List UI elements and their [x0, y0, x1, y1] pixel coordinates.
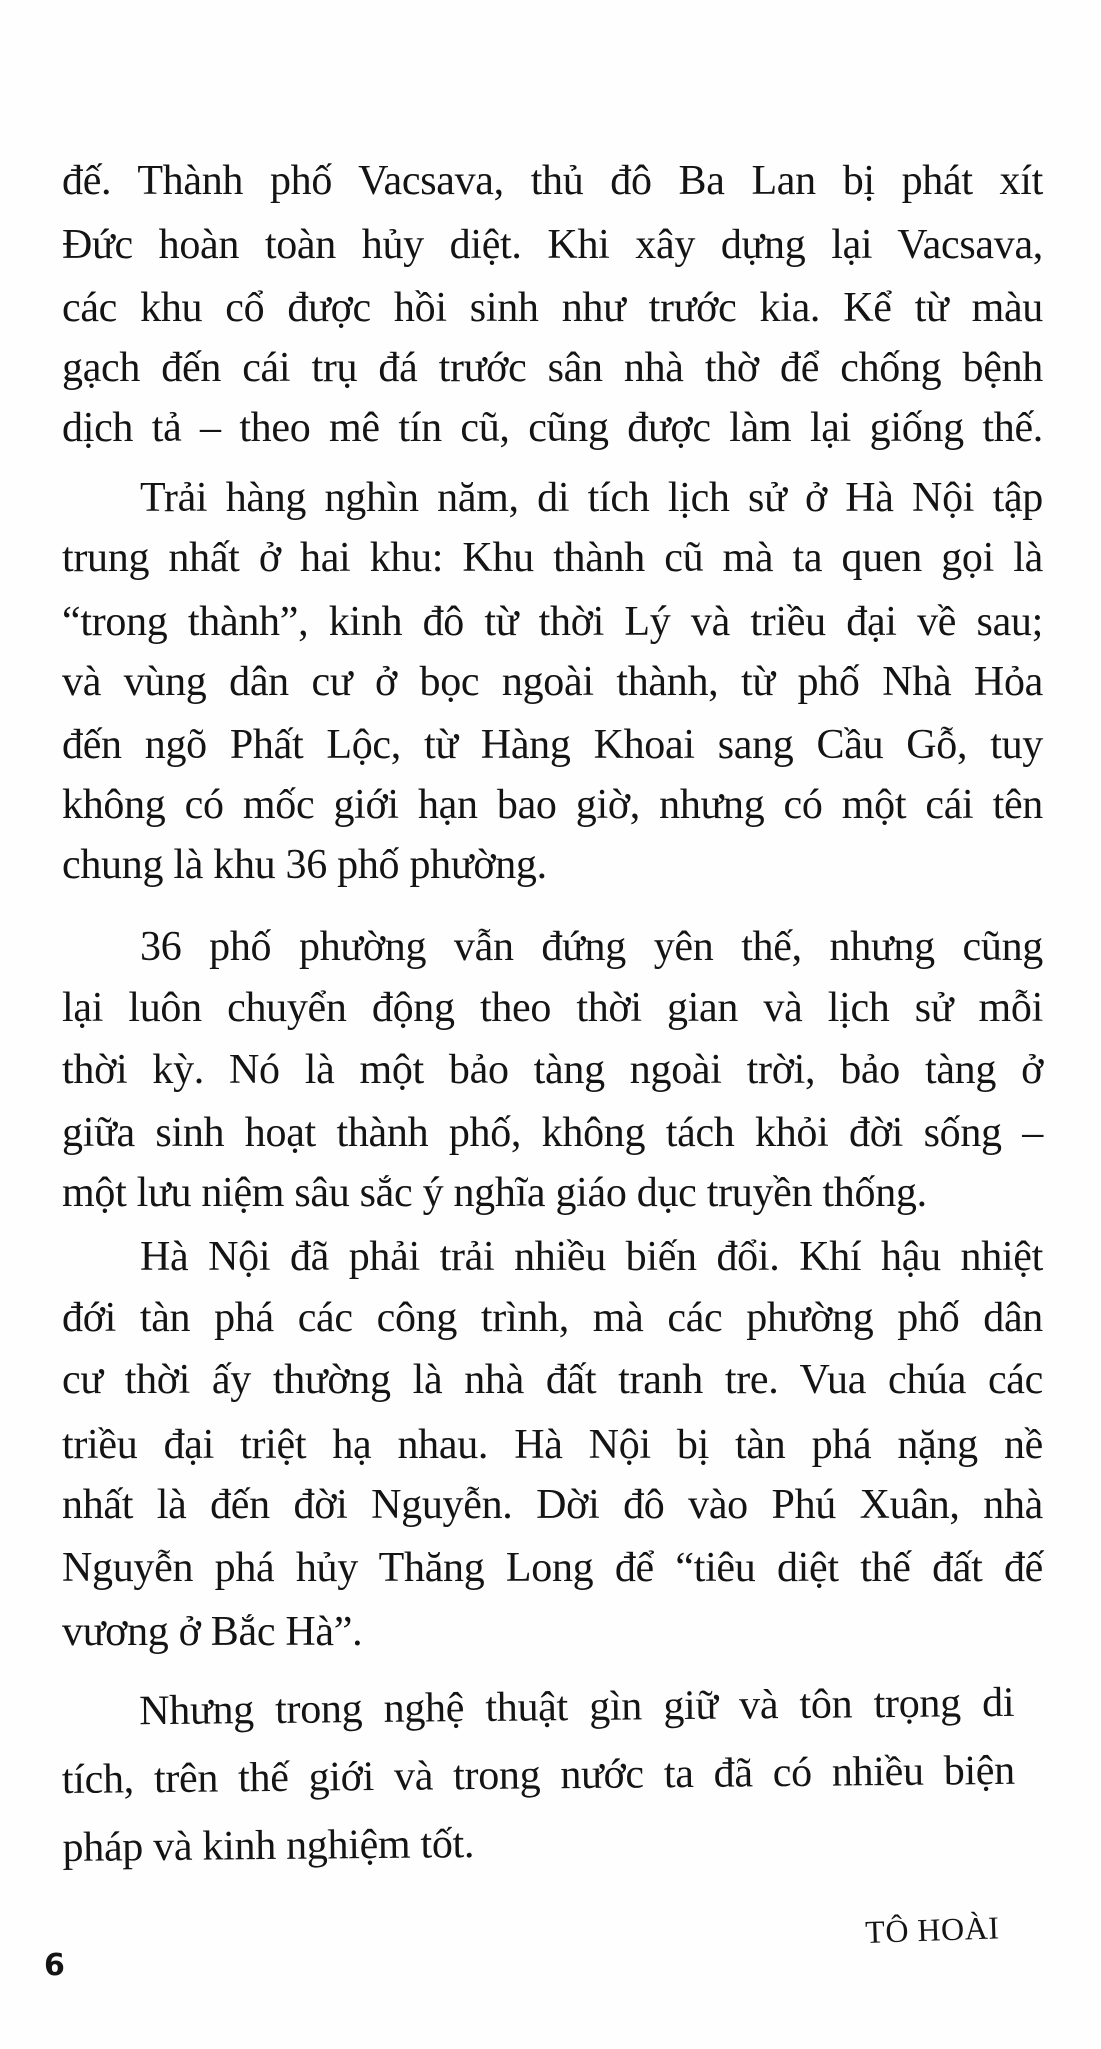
text-line: các khu cổ được hồi sinh như trước kia. Kể từ màu — [62, 285, 1043, 331]
text-line: vương ở Bắc Hà”. — [62, 1609, 363, 1655]
page-number: 6 — [44, 1948, 65, 1983]
text-line: và vùng dân cư ở bọc ngoài thành, từ phố Nhà Hỏa — [62, 659, 1043, 705]
text-line: gạch đến cái trụ đá trước sân nhà thờ để chống bệnh — [62, 345, 1043, 391]
text-line: pháp và kinh nghiệm tốt. — [62, 1821, 475, 1871]
text-line: cư thời ấy thường là nhà đất tranh tre. Vua chúa các — [62, 1357, 1043, 1403]
text-line: trung nhất ở hai khu: Khu thành cũ mà ta quen gọi là — [62, 535, 1043, 581]
text-line: nhất là đến đời Nguyễn. Dời đô vào Phú Xuân, nhà — [62, 1482, 1043, 1528]
text-line: đới tàn phá các công trình, mà các phường phố dân — [62, 1295, 1043, 1341]
text-line: Nhưng trong nghệ thuật gìn giữ và tôn trọng di — [139, 1679, 1015, 1735]
text-line: Trải hàng nghìn năm, di tích lịch sử ở Hà Nội tập — [140, 475, 1043, 521]
author-signature: TÔ HOÀI — [864, 1909, 1000, 1951]
text-line: giữa sinh hoạt thành phố, không tách khỏi đời sống – — [62, 1110, 1043, 1156]
text-line: 36 phố phường vẫn đứng yên thế, nhưng cũng — [140, 924, 1043, 970]
text-line: thời kỳ. Nó là một bảo tàng ngoài trời, bảo tàng ở — [62, 1047, 1043, 1093]
text-line: Đức hoàn toàn hủy diệt. Khi xây dựng lại Vacsava, — [62, 222, 1043, 268]
text-line: “trong thành”, kinh đô từ thời Lý và triều đại về sau; — [62, 599, 1043, 645]
text-line: chung là khu 36 phố phường. — [62, 842, 547, 888]
text-line: tích, trên thế giới và trong nước ta đã có nhiều biện — [61, 1747, 1016, 1803]
text-line: không có mốc giới hạn bao giờ, nhưng có một cái tên — [62, 782, 1043, 828]
text-line: lại luôn chuyển động theo thời gian và lịch sử mỗi — [62, 985, 1043, 1031]
text-line: một lưu niệm sâu sắc ý nghĩa giáo dục truyền thống. — [62, 1170, 927, 1216]
text-line: triều đại triệt hạ nhau. Hà Nội bị tàn phá nặng nề — [62, 1422, 1043, 1468]
text-line: đến ngõ Phất Lộc, từ Hàng Khoai sang Cầu Gỗ, tuy — [62, 722, 1043, 768]
text-line: dịch tả – theo mê tín cũ, cũng được làm lại giống thế. — [62, 405, 1043, 451]
text-line: Nguyễn phá hủy Thăng Long để “tiêu diệt thế đất đế — [62, 1545, 1043, 1591]
text-line: Hà Nội đã phải trải nhiều biến đổi. Khí hậu nhiệt — [140, 1234, 1043, 1280]
text-line: đế. Thành phố Vacsava, thủ đô Ba Lan bị phát xít — [62, 158, 1043, 204]
